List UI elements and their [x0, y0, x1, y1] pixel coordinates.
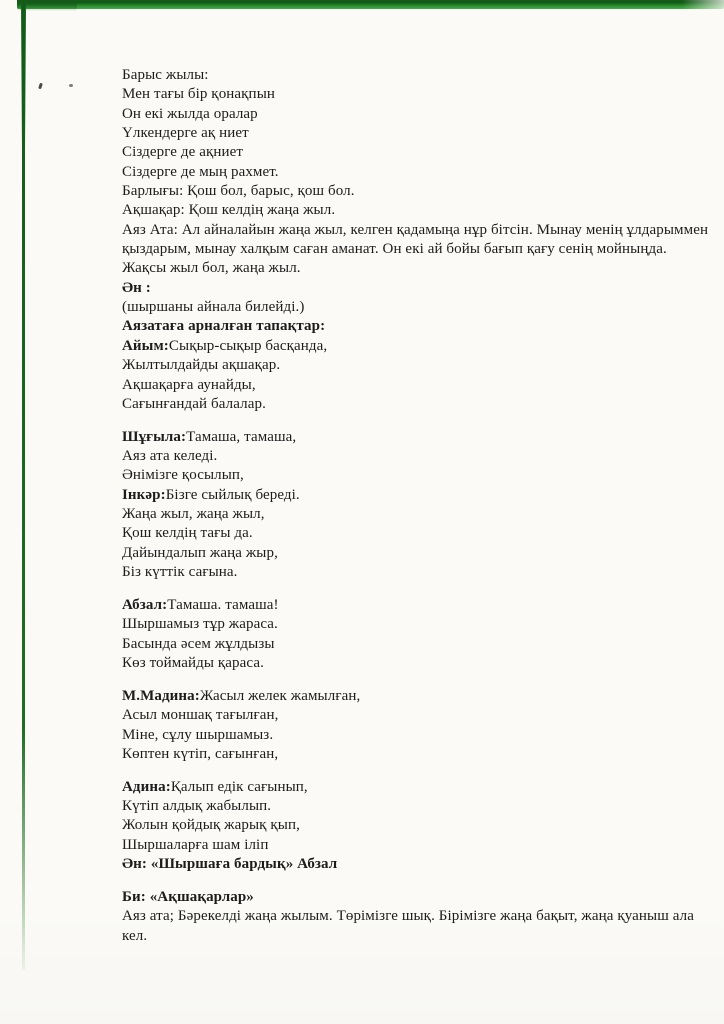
- scan-speck: [69, 84, 73, 87]
- text-line: Көптен күтіп, сағынған,: [122, 745, 279, 762]
- text-line: Шыршамыз тұр жараса.: [122, 616, 278, 633]
- text-line: Шұғыла:Тамаша, тамаша,: [122, 428, 297, 445]
- speaker-label: Інкәр:: [122, 486, 166, 503]
- text-line: [122, 888, 682, 907]
- text-line: Адина:Қалып едік сағынып,: [122, 778, 308, 795]
- text-line: Сіздерге де мың рахмет.: [122, 163, 279, 180]
- text-line: Әнімізге қосылып,: [122, 467, 244, 484]
- text-line: Күтіп алдық жабылып.: [122, 798, 272, 815]
- speaker-label: М.Мадина:: [122, 687, 200, 704]
- text-line: Көз тоймайды қараса.: [122, 654, 264, 671]
- text-line: [122, 279, 682, 298]
- text-line: Барыс жылы:: [122, 67, 209, 83]
- text-line: қыздарым, мынау халқым саған аманат. Он екі ай бойы бағып қағу сенің мойныңда.: [122, 241, 667, 258]
- text-line: М.Мадина:Жасыл желек жамылған,: [122, 687, 361, 704]
- blank-line: [122, 582, 682, 596]
- scan-speck: [38, 83, 43, 90]
- text-line: Мен тағы бір қонақпын: [122, 86, 275, 103]
- text-line: Шыршаларға шам іліп: [122, 836, 269, 853]
- speaker-label: Ән: «Шыршаға бардық» Абзал: [122, 856, 338, 873]
- text-line: Сағынғандай балалар.: [122, 395, 266, 412]
- document-text: [122, 66, 709, 946]
- text-line: Он екі жылда оралар: [122, 105, 258, 122]
- blank-line: [122, 673, 682, 687]
- speaker-label: Ән :: [122, 279, 151, 296]
- text-line: Інкәр:Бізге сыйлық береді.: [122, 486, 300, 503]
- text-line: Аяз ата келеді.: [122, 448, 218, 465]
- text-line: Аяз ата; Бәрекелді жаңа жылым. Төрімізге шық. Бірімізге жаңа бақыт, жаңа қуаныш ала: [122, 908, 694, 925]
- text-line: Міне, сұлу шыршамыз.: [122, 726, 274, 743]
- speaker-label: Айым:: [122, 337, 169, 354]
- text-line: Жолын қойдық жарық қып,: [122, 817, 300, 834]
- text-line: Дайындалып жаңа жыр,: [122, 544, 278, 561]
- text-line: Үлкендерге ақ ниет: [122, 125, 249, 142]
- text-line: Біз күттік сағына.: [122, 564, 238, 581]
- text-line: Сіздерге де ақниет: [122, 144, 244, 161]
- green-left-border: [22, 2, 25, 970]
- green-top-border: [17, 0, 724, 9]
- text-line: Аяз Ата: Ал айналайын жаңа жыл, келген қадамыңа нұр бітсін. Мынау менің ұлдарыммен: [122, 221, 709, 238]
- text-line: Жақсы жыл бол, жаңа жыл.: [122, 260, 301, 277]
- text-line: Қош келдің тағы да.: [122, 525, 253, 542]
- speaker-label: Адина:: [122, 778, 171, 795]
- blank-line: [122, 414, 682, 428]
- text-line: Басында әсем жұлдызы: [122, 635, 275, 652]
- speaker-label: Би: «Ақшақарлар»: [122, 888, 254, 905]
- blank-line: [122, 764, 682, 778]
- blank-line: [122, 874, 682, 888]
- text-line: Айым:Сықыр-сықыр басқанда,: [122, 337, 328, 354]
- text-line: Абзал:Тамаша. тамаша!: [122, 596, 279, 613]
- text-line: [122, 855, 682, 874]
- text-line: Ақшақар: Қош келдің жаңа жыл.: [122, 202, 336, 219]
- text-line: Ақшақарға аунайды,: [122, 376, 256, 393]
- text-line: [122, 317, 682, 336]
- speaker-label: Аязатаға арналған тапақтар:: [122, 318, 326, 335]
- text-line: кел.: [122, 927, 148, 944]
- text-line: Жылтылдайды ақшақар.: [122, 357, 281, 374]
- text-line: Барлығы: Қош бол, барыс, қош бол.: [122, 183, 355, 200]
- text-line: Асыл моншақ тағылған,: [122, 707, 279, 724]
- speaker-label: Абзал:: [122, 596, 168, 613]
- text-line: (шыршаны айнала билейді.): [122, 299, 305, 316]
- speaker-label: Шұғыла:: [122, 428, 187, 445]
- text-line: Жаңа жыл, жаңа жыл,: [122, 506, 265, 523]
